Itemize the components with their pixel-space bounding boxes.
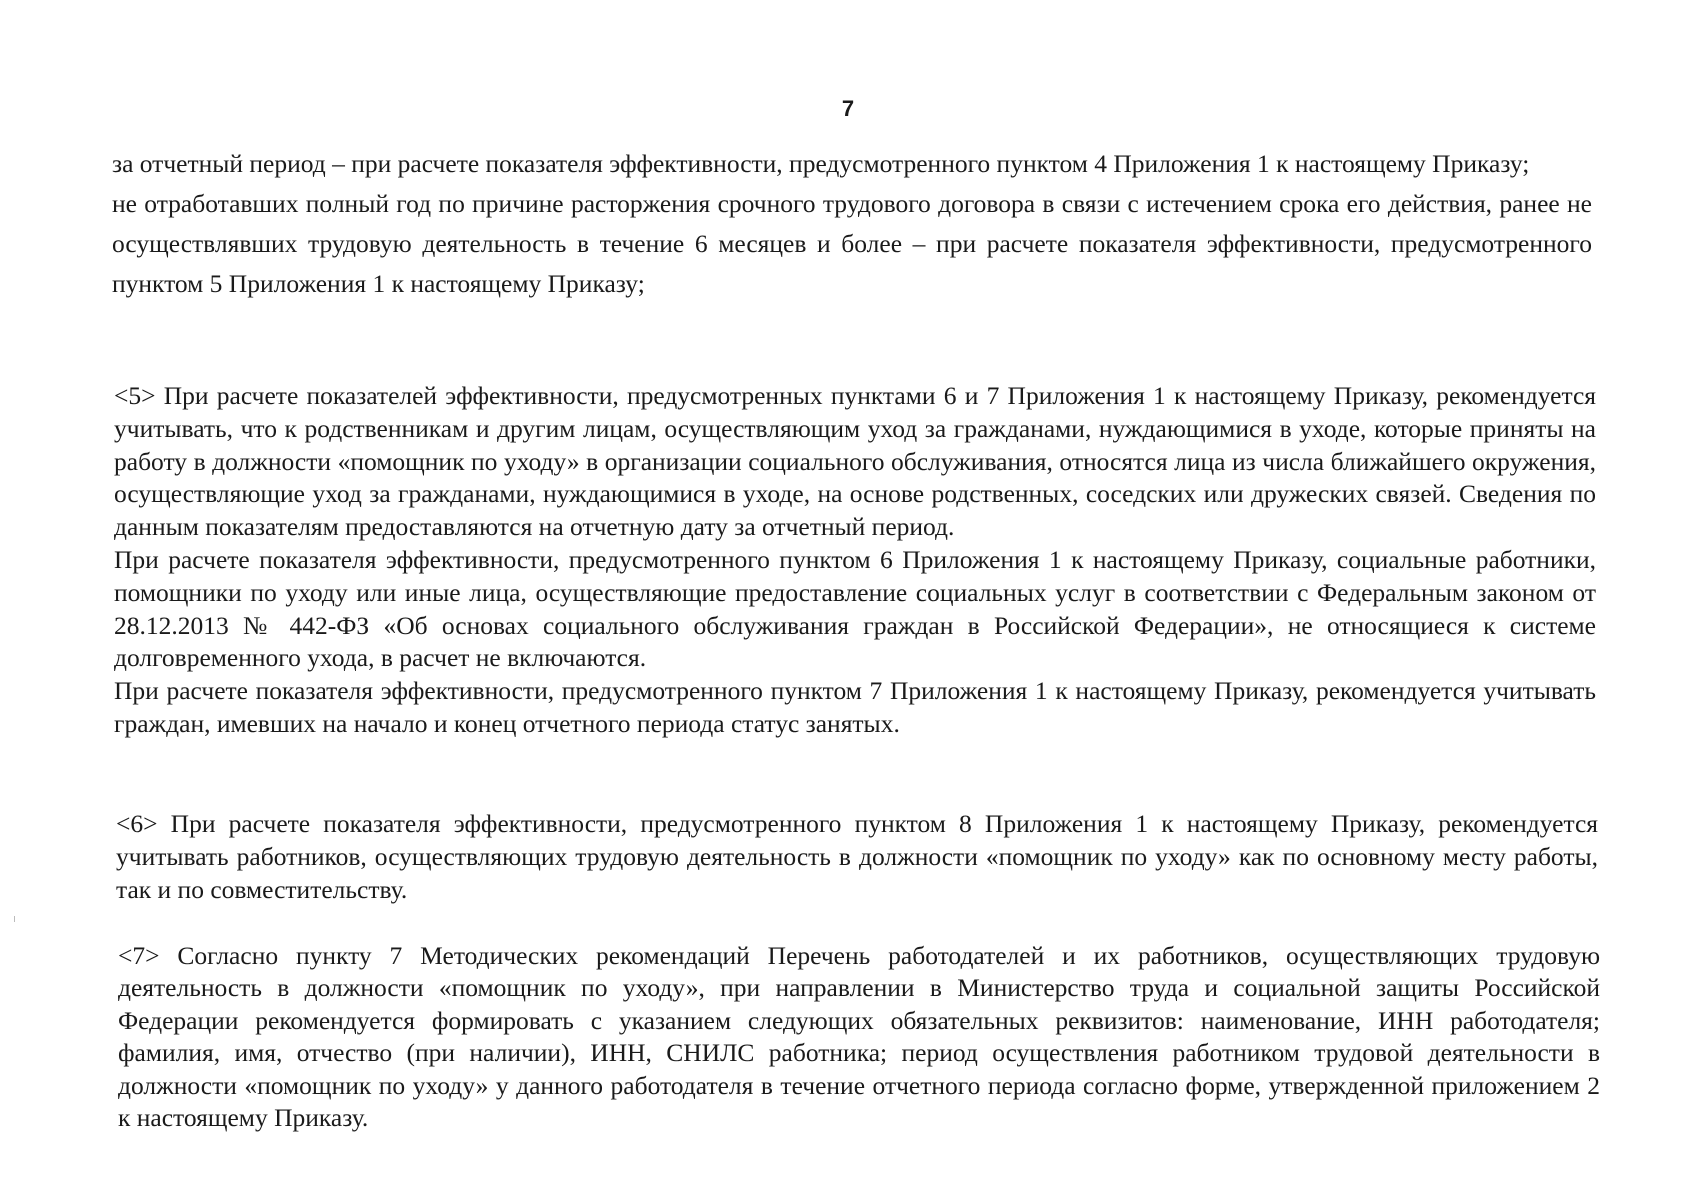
paragraph-reporting-period: за отчетный период – при расчете показателя эффективности, предусмотренного пунктом 4 Приложения 1 к настоящему Приказу; [112, 149, 1530, 178]
footnote-5 [114, 380, 1596, 741]
footnote-5-paragraph-2: При расчете показателя эффективности, предусмотренного пунктом 6 Приложения 1 к настоящему Приказу, социальные работники, помощники по уходу или иные лица, осуществляющие предоставление социальных услуг в соответствии с Федеральным законом от 28.12.2013 № 442-ФЗ «Об основах социального обслуживания граждан в Российской Федерации», не относящиеся к системе долговременного ухода, в расчет не включаются. [114, 544, 1596, 673]
scan-margin-mark [14, 916, 15, 922]
footnote-5-paragraph-1: <5> При расчете показателей эффективности, предусмотренных пунктами 6 и 7 Приложения 1 к настоящему Приказу, рекомендуется учитывать, что к родственникам и другим лицам, осуществляющим уход за гражданами, нуждающимися в уходе, которые приняты на работу в должности «помощник по уходу» в организации социального обслуживания, относятся лица из числа ближайшего окружения, осуществляющие уход за гражданами, нуждающимися в уходе, на основе родственных, соседских или дружеских связей. Сведения по данным показателям предоставляются на отчетную дату за отчетный период. [114, 381, 1596, 542]
footnote-7 [118, 940, 1600, 1134]
continuation-text [112, 144, 1592, 304]
footnote-7-paragraph: <7> Согласно пункту 7 Методических рекомендаций Перечень работодателей и их работников, осуществляющих трудовую деятельность в должности «помощник по уходу», при направлении в Министерство труда и социальной защиты Российской Федерации рекомендуется формировать с указанием следующих обязательных реквизитов: наименование, ИНН работодателя; фамилия, имя, отчество (при наличии), ИНН, СНИЛС работника; период осуществления работником трудовой деятельности в должности «помощник по уходу» у данного работодателя в течение отчетного периода согласно форме, утвержденной приложением 2 к настоящему Приказу. [118, 941, 1600, 1133]
footnote-5-paragraph-3: При расчете показателя эффективности, предусмотренного пунктом 7 Приложения 1 к настоящему Приказу, рекомендуется учитывать граждан, имевших на начало и конец отчетного периода статус занятых. [114, 676, 1596, 738]
footnote-6-paragraph: <6> При расчете показателя эффективности, предусмотренного пунктом 8 Приложения 1 к настоящему Приказу, рекомендуется учитывать работников, осуществляющих трудовую деятельность в должности «помощник по уходу» как по основному месту работы, так и по совместительству. [116, 809, 1598, 904]
paragraph-not-worked-full-year: не отработавших полный год по причине расторжения срочного трудового договора в связи с истечением срока его действия, ранее не осуществлявших трудовую деятельность в течение 6 месяцев и более – при расчете показателя эффективности, предусмотренного пунктом 5 Приложения 1 к настоящему Приказу; [112, 189, 1592, 298]
page-number: 7 [841, 96, 855, 121]
footnote-6 [116, 808, 1598, 906]
